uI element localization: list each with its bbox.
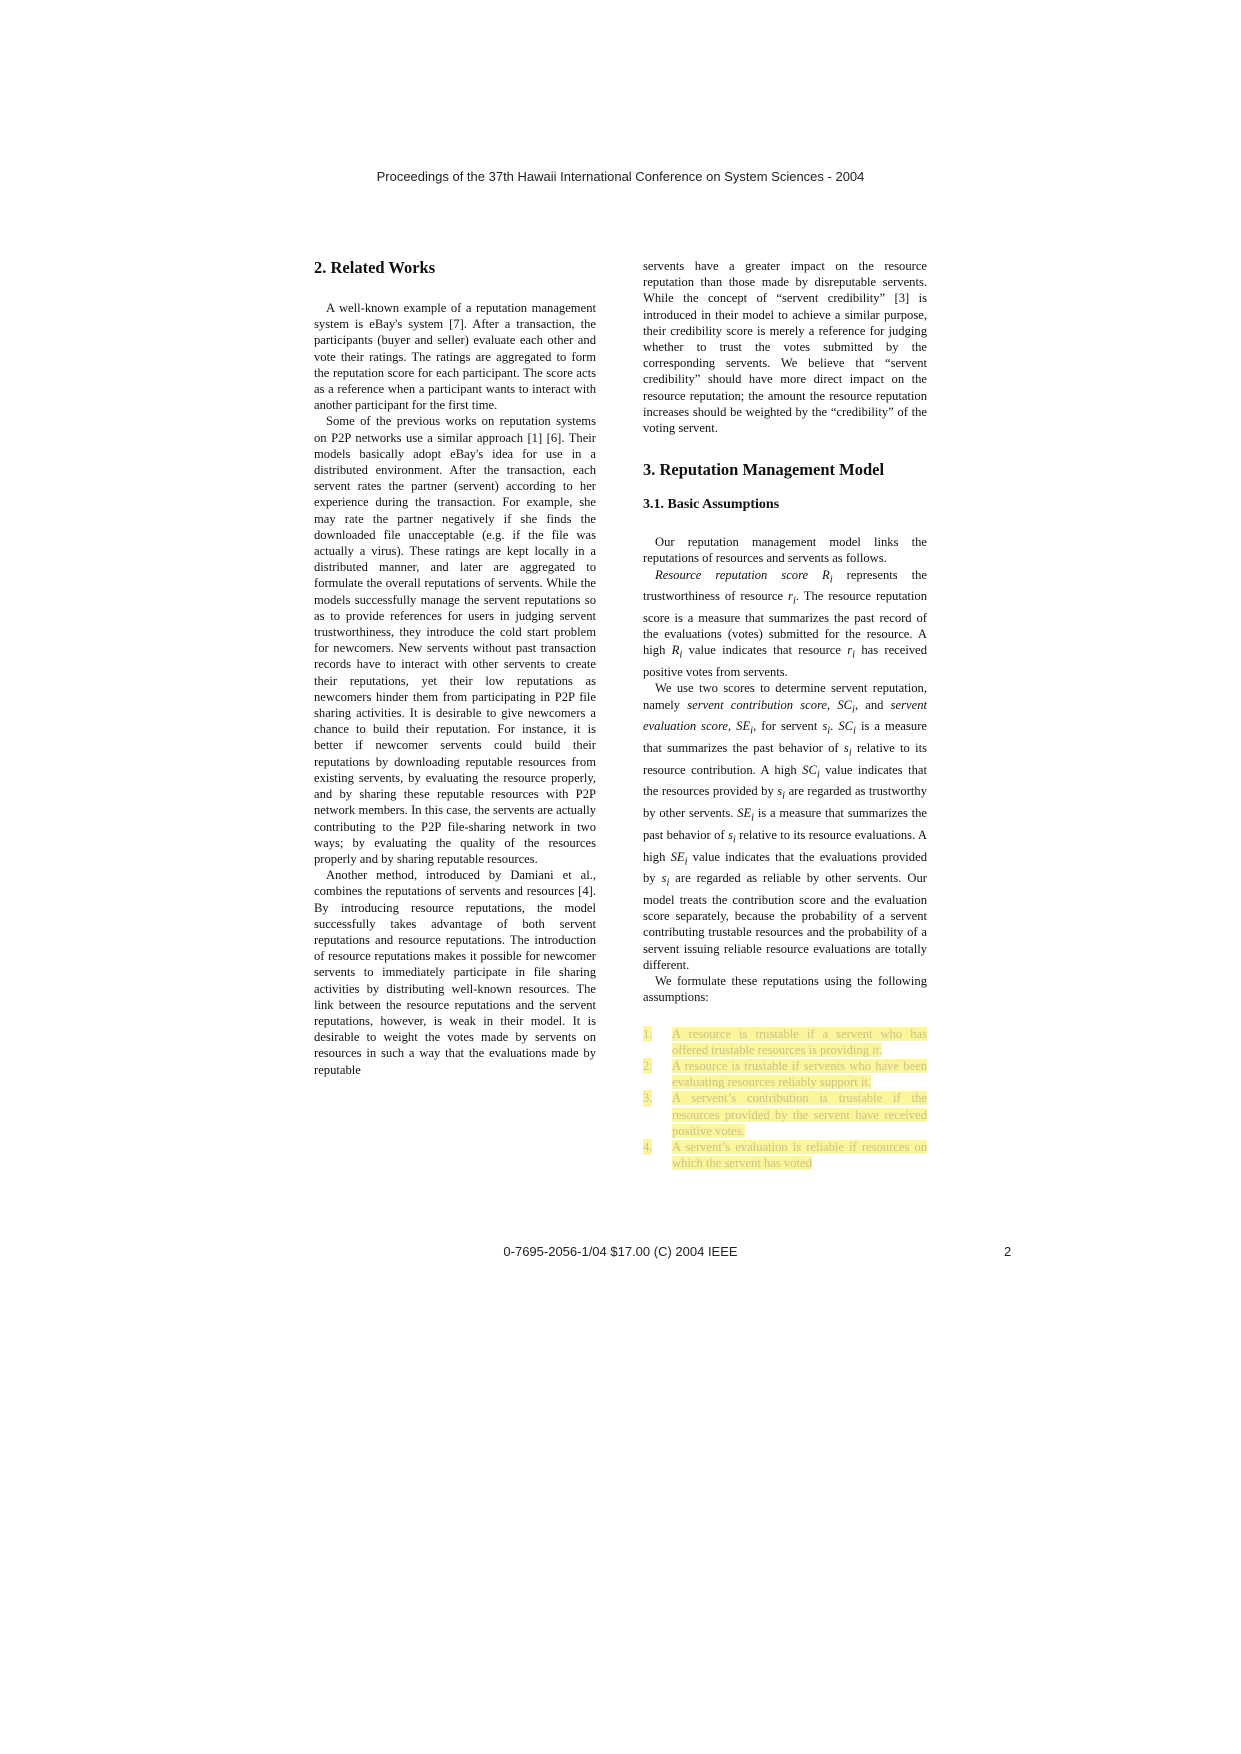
item-number: 1.	[643, 1026, 653, 1041]
item-text-highlighted: A servent’s evaluation is reliable if resources on which the servent has voted	[672, 1139, 927, 1171]
term: servent evaluation score, SE	[643, 697, 927, 734]
paragraph: Some of the previous works on reputation systems on P2P networks use a similar approach [1] [6]. Their models basically adopt eBay's idea for use in a distributed environment. After the transaction, each servent rates the partner (servent) according to her experience during the transaction. For example, she may rate the partner negatively if she finds the downloaded file unacceptable (e.g. if the file was actually a virus). These ratings are kept locally in a distributed manner, and later are aggregated to formulate the overall reputations of servents. While the models successfully manage the servent reputations so as to provide references for users in judging servent trustworthiness, they introduce the cold start problem for newcomers. New servents without past transaction records have to interact with other servents to create their reputations, yet their low reputations as newcomers hinder them from participating in P2P file sharing activities. It is desirable to give newcomers a chance to build their reputation. For instance, it is better if newcomer servents could build their reputations by downloading reputable resources from existing servents, by evaluating the resource properly, and by sharing these reputable resources with P2P network members. In this case, the servents are actually contributing to the P2P file-sharing network in two ways; by evaluating the quality of the resources properly and by sharing reputable resources.	[314, 414, 596, 866]
var: SC	[802, 762, 817, 777]
footer-copyright: 0-7695-2056-1/04 $17.00 (C) 2004 IEEE	[503, 1244, 738, 1259]
subscript: i	[852, 704, 855, 716]
text: are regarded as reliable by other servents. Our model treats the contribution score and the evaluation score separately, because the probability of a servent contributing trustable resources and the probability of a servent issuing reliable resource evaluations are totally different.	[643, 871, 927, 972]
text: relative to its resource evaluations. A high	[643, 827, 927, 864]
text: , for servent	[753, 719, 823, 734]
subscript: i	[732, 834, 736, 846]
subscript: i	[792, 595, 796, 607]
item-text-highlighted: A resource is trustable if servents who have been evaluating resources reliably support it.	[672, 1058, 927, 1090]
text: is a measure that summarizes the past behavior of	[643, 719, 927, 756]
subscript: i	[827, 725, 831, 737]
list-item	[643, 1090, 927, 1139]
var: s	[822, 719, 828, 734]
section-heading-reputation-model: 3. Reputation Management Model	[643, 460, 885, 480]
page-number: 2	[1004, 1244, 1012, 1259]
item-number: 2.	[643, 1058, 653, 1073]
text: relative to its resource contribution. A high	[643, 741, 927, 777]
var: s	[843, 741, 849, 756]
term: Resource reputation score R	[655, 567, 830, 582]
item-text-highlighted: A servent’s contribution is trustable if the resources provided by the servent have received positive votes.	[672, 1091, 927, 1138]
text: We use two scores to determine servent reputation, namely	[643, 681, 927, 712]
paragraph-continuation: servents have a greater impact on the resource reputation than those made by disreputable servents. While the concept of “servent credibility” [3] is introduced in their model to achieve a similar purpose, their credibility score is merely a reference for judging whether to trust the votes submitted by the corresponding servents. We believe that “servent credibility” should have more direct impact on the resource reputation; the amount the resource reputation increases should be weighted by the “credibility” of the voting servent.	[643, 259, 927, 436]
item-number: 4.	[643, 1139, 653, 1154]
var: SC	[838, 719, 854, 734]
paragraph: Our reputation management model links the reputations of resources and servents as follows.	[643, 535, 927, 566]
var: SE	[737, 806, 752, 821]
paragraph-resource-score	[643, 567, 927, 681]
subsection-heading-basic-assumptions: 3.1. Basic Assumptions	[643, 497, 780, 513]
var: s	[777, 784, 783, 799]
subscript: i	[666, 877, 670, 889]
subscript: i	[853, 725, 856, 737]
subscript: i	[782, 791, 786, 802]
subscript: i	[679, 650, 683, 661]
subscript: i	[852, 650, 856, 661]
text: is a measure that summarizes the past behavior of	[643, 806, 927, 842]
section-heading-related-works: 2. Related Works	[314, 258, 436, 277]
subscript: i	[829, 574, 833, 586]
text: has received positive votes from servents.	[643, 643, 928, 680]
item-text-highlighted: A resource is trustable if a servent who has offered trustable resources is providing it.	[672, 1026, 927, 1057]
left-column	[314, 258, 596, 1078]
text: , and	[854, 697, 891, 712]
paragraph-servent-scores	[643, 680, 927, 973]
paragraph: We formulate these reputations using the following assumptions:	[643, 974, 927, 1005]
text: . The resource reputation score is a measure that summarizes the past record of the evaluations (votes) submitted for the resource. A high	[643, 589, 927, 658]
paragraph: A well-known example of a reputation management system is eBay's system [7]. After a transaction, the participants (buyer and seller) evaluate each other and vote their ratings. The ratings are aggregated to form the reputation score for each participant. The score acts as a reference when a participant wants to interact with another participant for the first time.	[314, 301, 596, 413]
text: value indicates that resource	[682, 643, 848, 658]
assumptions-list	[643, 1026, 927, 1172]
paragraph: Another method, introduced by Damiani et al., combines the reputations of servents and resources [4]. By introducing resource reputations, the model successfully takes advantage of both servent reputations and resource reputations. The introduction of resource reputations makes it possible for newcomer servents to immediately participate in file sharing activities by distributing well-known resources. The link between the resource reputations and the servent reputations, however, is weak in their model. It is desirable to weight the votes made by servents on resources in such a way that the evaluations made by reputable	[314, 868, 596, 1077]
list-item	[643, 1058, 927, 1090]
text: represents the trustworthiness of resource	[643, 567, 928, 604]
subscript: i	[816, 769, 820, 781]
var: r	[788, 589, 793, 604]
subscript: i	[750, 725, 754, 737]
running-header: Proceedings of the 37th Hawaii International Conference on System Sciences - 2004	[376, 169, 865, 184]
var: s	[661, 871, 667, 886]
text: value indicates that the evaluations provided by	[643, 849, 927, 886]
list-item	[643, 1139, 927, 1171]
var: SE	[670, 849, 685, 864]
text: .	[830, 719, 839, 734]
var: R	[671, 643, 680, 658]
subscript: i	[684, 856, 688, 868]
term: servent contribution score, SC	[687, 697, 853, 712]
text: are regarded as trustworthy by other servents.	[643, 784, 927, 821]
var: r	[847, 643, 853, 658]
item-number: 3.	[643, 1091, 653, 1106]
text: value indicates that the resources provided by	[643, 762, 927, 799]
list-item	[643, 1026, 927, 1058]
right-column	[643, 258, 927, 1171]
subscript: i	[751, 812, 755, 824]
var: s	[727, 827, 733, 842]
subscript: i	[848, 747, 852, 759]
